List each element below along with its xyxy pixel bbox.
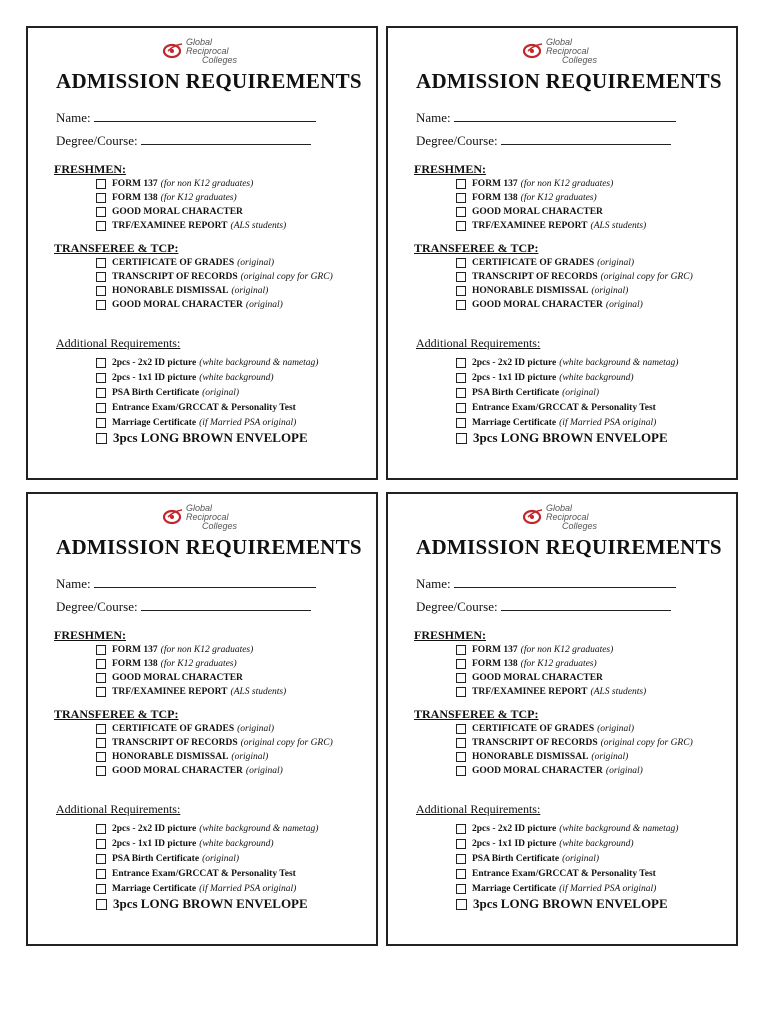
- logo-icon: [162, 508, 184, 526]
- item-note: (if Married PSA original): [199, 883, 297, 894]
- item-label: Entrance Exam/GRCCAT & Personality Test: [112, 402, 296, 413]
- logo-line-1: Global: [186, 37, 213, 47]
- checkbox[interactable]: [456, 300, 466, 310]
- checkbox[interactable]: [456, 221, 466, 231]
- item-label: Marriage Certificate: [112, 883, 197, 894]
- item-note: (ALS students): [590, 221, 647, 231]
- admission-card-1: [26, 26, 378, 480]
- additional-heading: Additional Requirements:: [416, 802, 541, 816]
- item-note: (original): [562, 387, 600, 398]
- item-note: (white background): [559, 372, 634, 383]
- name-label: Name:: [416, 576, 451, 591]
- checkbox[interactable]: [96, 738, 106, 748]
- card-title: ADMISSION REQUIREMENTS: [56, 535, 362, 559]
- checklist-item[interactable]: [456, 298, 693, 312]
- checklist-item[interactable]: [456, 370, 678, 385]
- item-note: (white background): [199, 838, 274, 849]
- transferee-heading: TRANSFEREE & TCP:: [54, 241, 179, 255]
- item-label: CERTIFICATE OF GRADES: [472, 258, 595, 268]
- item-label: PSA Birth Certificate: [112, 387, 200, 398]
- logo-icon: [522, 508, 544, 526]
- item-label: 2pcs - 2x2 ID picture: [472, 357, 557, 368]
- item-label: TRF/EXAMINEE REPORT: [472, 687, 588, 697]
- freshmen-list: [456, 177, 646, 233]
- checklist-item[interactable]: [96, 736, 333, 750]
- checklist-item[interactable]: [96, 866, 318, 881]
- envelope-checkbox[interactable]: [96, 433, 107, 444]
- checklist-item[interactable]: [456, 764, 693, 778]
- course-label: Degree/Course:: [56, 133, 138, 148]
- checkbox[interactable]: [456, 869, 466, 879]
- logo-line-2: Reciprocal: [186, 46, 229, 56]
- item-label: 2pcs - 1x1 ID picture: [112, 372, 197, 383]
- item-note: (original copy for GRC): [600, 272, 693, 282]
- item-label: GOOD MORAL CHARACTER: [472, 673, 603, 683]
- checkbox[interactable]: [456, 724, 466, 734]
- item-label: HONORABLE DISMISSAL: [112, 286, 229, 296]
- logo-line-3: Colleges: [562, 55, 598, 65]
- item-label: GOOD MORAL CHARACTER: [472, 766, 603, 776]
- checklist-item[interactable]: [456, 415, 678, 430]
- item-label: GOOD MORAL CHARACTER: [112, 766, 243, 776]
- name-line[interactable]: [94, 111, 316, 122]
- item-label: PSA Birth Certificate: [472, 853, 560, 864]
- checkbox[interactable]: [456, 659, 466, 669]
- checkbox[interactable]: [456, 418, 466, 428]
- checkbox[interactable]: [96, 645, 106, 655]
- logo-line-1: Global: [546, 503, 573, 513]
- item-note: (if Married PSA original): [559, 883, 657, 894]
- item-note: (if Married PSA original): [199, 417, 297, 428]
- item-note: (ALS students): [590, 687, 647, 697]
- item-label: Marriage Certificate: [472, 417, 557, 428]
- logo-line-1: Global: [186, 503, 213, 513]
- freshmen-heading: FRESHMEN:: [54, 628, 126, 642]
- item-note: (for K12 graduates): [160, 659, 237, 669]
- item-note: (original): [245, 300, 283, 310]
- checkbox[interactable]: [456, 286, 466, 296]
- checklist-item[interactable]: [96, 191, 286, 205]
- checkbox[interactable]: [456, 752, 466, 762]
- checklist-item[interactable]: [96, 370, 318, 385]
- item-note: (for non K12 graduates): [520, 645, 614, 655]
- checkbox[interactable]: [96, 824, 106, 834]
- checkbox[interactable]: [456, 272, 466, 282]
- item-label: GOOD MORAL CHARACTER: [112, 300, 243, 310]
- checklist-item[interactable]: [456, 821, 678, 836]
- item-note: (original): [591, 286, 629, 296]
- checklist-item[interactable]: [456, 851, 678, 866]
- item-label: 2pcs - 1x1 ID picture: [472, 372, 557, 383]
- freshmen-list: [456, 643, 646, 699]
- checklist-item[interactable]: [456, 355, 678, 370]
- college-logo: [522, 38, 632, 68]
- card-title: ADMISSION REQUIREMENTS: [56, 69, 362, 93]
- item-note: (original): [245, 766, 283, 776]
- item-note: (original): [237, 258, 275, 268]
- item-label: Marriage Certificate: [112, 417, 197, 428]
- item-note: (original): [605, 300, 643, 310]
- item-note: (white background & nametag): [559, 823, 679, 834]
- checklist-item[interactable]: [456, 671, 646, 685]
- checklist-item[interactable]: [456, 657, 646, 671]
- item-label: GOOD MORAL CHARACTER: [472, 207, 603, 217]
- item-note: (white background & nametag): [199, 357, 319, 368]
- envelope-label: 3pcs LONG BROWN ENVELOPE: [473, 430, 668, 445]
- course-line[interactable]: [501, 600, 671, 611]
- checkbox[interactable]: [456, 687, 466, 697]
- checklist-item[interactable]: [456, 205, 646, 219]
- checkbox[interactable]: [456, 358, 466, 368]
- admission-card-4: [386, 492, 738, 946]
- checklist-item[interactable]: [96, 750, 333, 764]
- envelope-checkbox[interactable]: [96, 899, 107, 910]
- item-label: TRANSCRIPT OF RECORDS: [112, 738, 238, 748]
- checklist-item[interactable]: [456, 685, 646, 699]
- checkbox[interactable]: [456, 839, 466, 849]
- checkbox[interactable]: [96, 286, 106, 296]
- transferee-heading: TRANSFEREE & TCP:: [414, 707, 539, 721]
- checkbox[interactable]: [96, 752, 106, 762]
- item-note: (white background): [559, 838, 634, 849]
- additional-heading: Additional Requirements:: [56, 802, 181, 816]
- name-label: Name:: [56, 576, 91, 591]
- checklist-item[interactable]: [96, 821, 318, 836]
- logo-icon: [162, 42, 184, 60]
- checkbox[interactable]: [456, 824, 466, 834]
- transferee-heading: TRANSFEREE & TCP:: [54, 707, 179, 721]
- college-logo: [162, 38, 272, 68]
- course-line[interactable]: [141, 134, 311, 145]
- checkbox[interactable]: [96, 884, 106, 894]
- item-label: 2pcs - 2x2 ID picture: [112, 357, 197, 368]
- transferee-list: [456, 722, 693, 778]
- item-note: (original): [605, 766, 643, 776]
- item-label: HONORABLE DISMISSAL: [472, 286, 589, 296]
- checkbox[interactable]: [456, 766, 466, 776]
- item-note: (for K12 graduates): [520, 659, 597, 669]
- logo-line-2: Reciprocal: [546, 46, 589, 56]
- checklist-item[interactable]: [96, 764, 333, 778]
- checklist-item[interactable]: [96, 385, 318, 400]
- college-logo: [522, 504, 632, 534]
- logo-line-3: Colleges: [202, 521, 238, 531]
- transferee-heading: TRANSFEREE & TCP:: [414, 241, 539, 255]
- item-label: Entrance Exam/GRCCAT & Personality Test: [472, 402, 656, 413]
- freshmen-list: [96, 177, 286, 233]
- item-label: FORM 138: [112, 193, 158, 203]
- course-label: Degree/Course:: [56, 599, 138, 614]
- item-label: 2pcs - 1x1 ID picture: [472, 838, 557, 849]
- admission-card-3: [26, 492, 378, 946]
- checkbox[interactable]: [456, 207, 466, 217]
- freshmen-list: [96, 643, 286, 699]
- item-label: HONORABLE DISMISSAL: [472, 752, 589, 762]
- course-field[interactable]: [56, 133, 311, 149]
- checkbox[interactable]: [96, 403, 106, 413]
- checklist-item[interactable]: [96, 284, 333, 298]
- checklist-item[interactable]: [96, 671, 286, 685]
- name-line[interactable]: [454, 111, 676, 122]
- checklist-item[interactable]: [96, 881, 318, 896]
- freshmen-heading: FRESHMEN:: [414, 628, 486, 642]
- logo-wordmark: [546, 38, 597, 65]
- transferee-list: [96, 256, 333, 312]
- course-label: Degree/Course:: [416, 599, 498, 614]
- checklist-item[interactable]: [456, 750, 693, 764]
- checkbox[interactable]: [96, 869, 106, 879]
- additional-list: [96, 355, 318, 430]
- logo-line-2: Reciprocal: [546, 512, 589, 522]
- checkbox[interactable]: [456, 403, 466, 413]
- item-note: (original): [591, 752, 629, 762]
- item-label: TRANSCRIPT OF RECORDS: [472, 272, 598, 282]
- checkbox[interactable]: [456, 645, 466, 655]
- item-note: (original): [202, 387, 240, 398]
- item-note: (original): [562, 853, 600, 864]
- logo-line-2: Reciprocal: [186, 512, 229, 522]
- checklist-item[interactable]: [96, 256, 333, 270]
- envelope-label: 3pcs LONG BROWN ENVELOPE: [113, 896, 308, 911]
- envelope-item[interactable]: [456, 896, 668, 912]
- logo-wordmark: [546, 504, 597, 531]
- checklist-item[interactable]: [456, 722, 693, 736]
- checkbox[interactable]: [96, 207, 106, 217]
- freshmen-heading: FRESHMEN:: [414, 162, 486, 176]
- item-label: 2pcs - 2x2 ID picture: [112, 823, 197, 834]
- checklist-item[interactable]: [456, 385, 678, 400]
- additional-list: [96, 821, 318, 896]
- checkbox[interactable]: [96, 418, 106, 428]
- envelope-item[interactable]: [456, 430, 668, 446]
- checkbox[interactable]: [96, 272, 106, 282]
- college-logo: [162, 504, 272, 534]
- additional-heading: Additional Requirements:: [416, 336, 541, 350]
- name-label: Name:: [56, 110, 91, 125]
- item-label: PSA Birth Certificate: [472, 387, 560, 398]
- course-field[interactable]: [416, 133, 671, 149]
- checkbox[interactable]: [96, 766, 106, 776]
- checkbox[interactable]: [96, 659, 106, 669]
- checklist-item[interactable]: [96, 722, 333, 736]
- envelope-checkbox[interactable]: [456, 433, 467, 444]
- item-note: (if Married PSA original): [559, 417, 657, 428]
- checklist-item[interactable]: [456, 643, 646, 657]
- item-label: FORM 137: [112, 179, 158, 189]
- item-note: (for K12 graduates): [520, 193, 597, 203]
- checkbox[interactable]: [456, 854, 466, 864]
- freshmen-heading: FRESHMEN:: [54, 162, 126, 176]
- item-note: (for non K12 graduates): [160, 179, 254, 189]
- checklist-item[interactable]: [96, 643, 286, 657]
- item-label: TRF/EXAMINEE REPORT: [472, 221, 588, 231]
- checklist-item[interactable]: [96, 400, 318, 415]
- item-label: GOOD MORAL CHARACTER: [472, 300, 603, 310]
- logo-line-1: Global: [546, 37, 573, 47]
- additional-list: [456, 355, 678, 430]
- transferee-list: [456, 256, 693, 312]
- name-field[interactable]: [416, 110, 676, 126]
- envelope-checkbox[interactable]: [456, 899, 467, 910]
- checklist-item[interactable]: [96, 355, 318, 370]
- checklist-item[interactable]: [456, 881, 678, 896]
- item-note: (original copy for GRC): [240, 272, 333, 282]
- checkbox[interactable]: [456, 738, 466, 748]
- item-label: Entrance Exam/GRCCAT & Personality Test: [112, 868, 296, 879]
- checkbox[interactable]: [456, 258, 466, 268]
- item-label: FORM 138: [472, 659, 518, 669]
- checklist-item[interactable]: [96, 219, 286, 233]
- checkbox[interactable]: [96, 687, 106, 697]
- item-label: HONORABLE DISMISSAL: [112, 752, 229, 762]
- checklist-item[interactable]: [96, 415, 318, 430]
- checklist-item[interactable]: [456, 219, 646, 233]
- course-label: Degree/Course:: [416, 133, 498, 148]
- item-label: 2pcs - 2x2 ID picture: [472, 823, 557, 834]
- checklist-item[interactable]: [456, 256, 693, 270]
- item-note: (ALS students): [230, 221, 287, 231]
- item-label: TRANSCRIPT OF RECORDS: [472, 738, 598, 748]
- checkbox[interactable]: [96, 193, 106, 203]
- item-note: (original): [202, 853, 240, 864]
- checkbox[interactable]: [96, 673, 106, 683]
- item-label: GOOD MORAL CHARACTER: [112, 207, 243, 217]
- name-field[interactable]: [416, 576, 676, 592]
- item-note: (original): [231, 752, 269, 762]
- checklist-item[interactable]: [456, 191, 646, 205]
- checklist-item[interactable]: [456, 284, 693, 298]
- additional-heading: Additional Requirements:: [56, 336, 181, 350]
- checklist-item[interactable]: [456, 736, 693, 750]
- name-field[interactable]: [56, 110, 316, 126]
- item-label: 2pcs - 1x1 ID picture: [112, 838, 197, 849]
- name-line[interactable]: [94, 577, 316, 588]
- item-note: (original): [597, 258, 635, 268]
- checkbox[interactable]: [96, 179, 106, 189]
- checkbox[interactable]: [96, 300, 106, 310]
- checklist-item[interactable]: [96, 177, 286, 191]
- item-label: TRF/EXAMINEE REPORT: [112, 221, 228, 231]
- checklist-item[interactable]: [456, 836, 678, 851]
- checkbox[interactable]: [96, 373, 106, 383]
- item-note: (original): [237, 724, 275, 734]
- item-label: PSA Birth Certificate: [112, 853, 200, 864]
- checkbox[interactable]: [96, 388, 106, 398]
- name-line[interactable]: [454, 577, 676, 588]
- checklist-item[interactable]: [96, 836, 318, 851]
- item-label: GOOD MORAL CHARACTER: [112, 673, 243, 683]
- item-label: FORM 138: [472, 193, 518, 203]
- card-title: ADMISSION REQUIREMENTS: [416, 535, 722, 559]
- item-note: (for non K12 graduates): [520, 179, 614, 189]
- card-title: ADMISSION REQUIREMENTS: [416, 69, 722, 93]
- item-note: (ALS students): [230, 687, 287, 697]
- name-label: Name:: [416, 110, 451, 125]
- item-note: (original copy for GRC): [240, 738, 333, 748]
- additional-list: [456, 821, 678, 896]
- checkbox[interactable]: [456, 388, 466, 398]
- item-label: FORM 138: [112, 659, 158, 669]
- envelope-label: 3pcs LONG BROWN ENVELOPE: [113, 430, 308, 445]
- checklist-item[interactable]: [96, 851, 318, 866]
- item-label: Marriage Certificate: [472, 883, 557, 894]
- envelope-label: 3pcs LONG BROWN ENVELOPE: [473, 896, 668, 911]
- checkbox[interactable]: [456, 373, 466, 383]
- checklist-item[interactable]: [456, 177, 646, 191]
- checklist-item[interactable]: [96, 298, 333, 312]
- item-label: TRANSCRIPT OF RECORDS: [112, 272, 238, 282]
- checkbox[interactable]: [96, 854, 106, 864]
- admission-card-2: [386, 26, 738, 480]
- checklist-item[interactable]: [456, 270, 693, 284]
- item-label: FORM 137: [472, 645, 518, 655]
- envelope-item[interactable]: [96, 430, 308, 446]
- checklist-item[interactable]: [96, 205, 286, 219]
- item-note: (white background & nametag): [199, 823, 319, 834]
- checkbox[interactable]: [96, 724, 106, 734]
- item-label: TRF/EXAMINEE REPORT: [112, 687, 228, 697]
- transferee-list: [96, 722, 333, 778]
- logo-icon: [522, 42, 544, 60]
- item-note: (original): [597, 724, 635, 734]
- checkbox[interactable]: [96, 221, 106, 231]
- checklist-item[interactable]: [456, 400, 678, 415]
- checkbox[interactable]: [96, 258, 106, 268]
- checkbox[interactable]: [456, 673, 466, 683]
- checkbox[interactable]: [456, 179, 466, 189]
- item-label: FORM 137: [112, 645, 158, 655]
- course-field[interactable]: [56, 599, 311, 615]
- item-note: (original): [231, 286, 269, 296]
- checkbox[interactable]: [456, 193, 466, 203]
- logo-line-3: Colleges: [202, 55, 238, 65]
- checkbox[interactable]: [96, 839, 106, 849]
- checkbox[interactable]: [456, 884, 466, 894]
- course-line[interactable]: [141, 600, 311, 611]
- checklist-item[interactable]: [96, 657, 286, 671]
- envelope-item[interactable]: [96, 896, 308, 912]
- item-label: CERTIFICATE OF GRADES: [112, 258, 235, 268]
- checklist-item[interactable]: [96, 270, 333, 284]
- item-label: CERTIFICATE OF GRADES: [472, 724, 595, 734]
- course-field[interactable]: [416, 599, 671, 615]
- name-field[interactable]: [56, 576, 316, 592]
- item-note: (for non K12 graduates): [160, 645, 254, 655]
- item-note: (white background & nametag): [559, 357, 679, 368]
- course-line[interactable]: [501, 134, 671, 145]
- logo-wordmark: [186, 504, 237, 531]
- logo-wordmark: [186, 38, 237, 65]
- checkbox[interactable]: [96, 358, 106, 368]
- logo-line-3: Colleges: [562, 521, 598, 531]
- item-label: CERTIFICATE OF GRADES: [112, 724, 235, 734]
- item-label: FORM 137: [472, 179, 518, 189]
- item-note: (original copy for GRC): [600, 738, 693, 748]
- item-note: (for K12 graduates): [160, 193, 237, 203]
- checklist-item[interactable]: [96, 685, 286, 699]
- item-note: (white background): [199, 372, 274, 383]
- checklist-item[interactable]: [456, 866, 678, 881]
- item-label: Entrance Exam/GRCCAT & Personality Test: [472, 868, 656, 879]
